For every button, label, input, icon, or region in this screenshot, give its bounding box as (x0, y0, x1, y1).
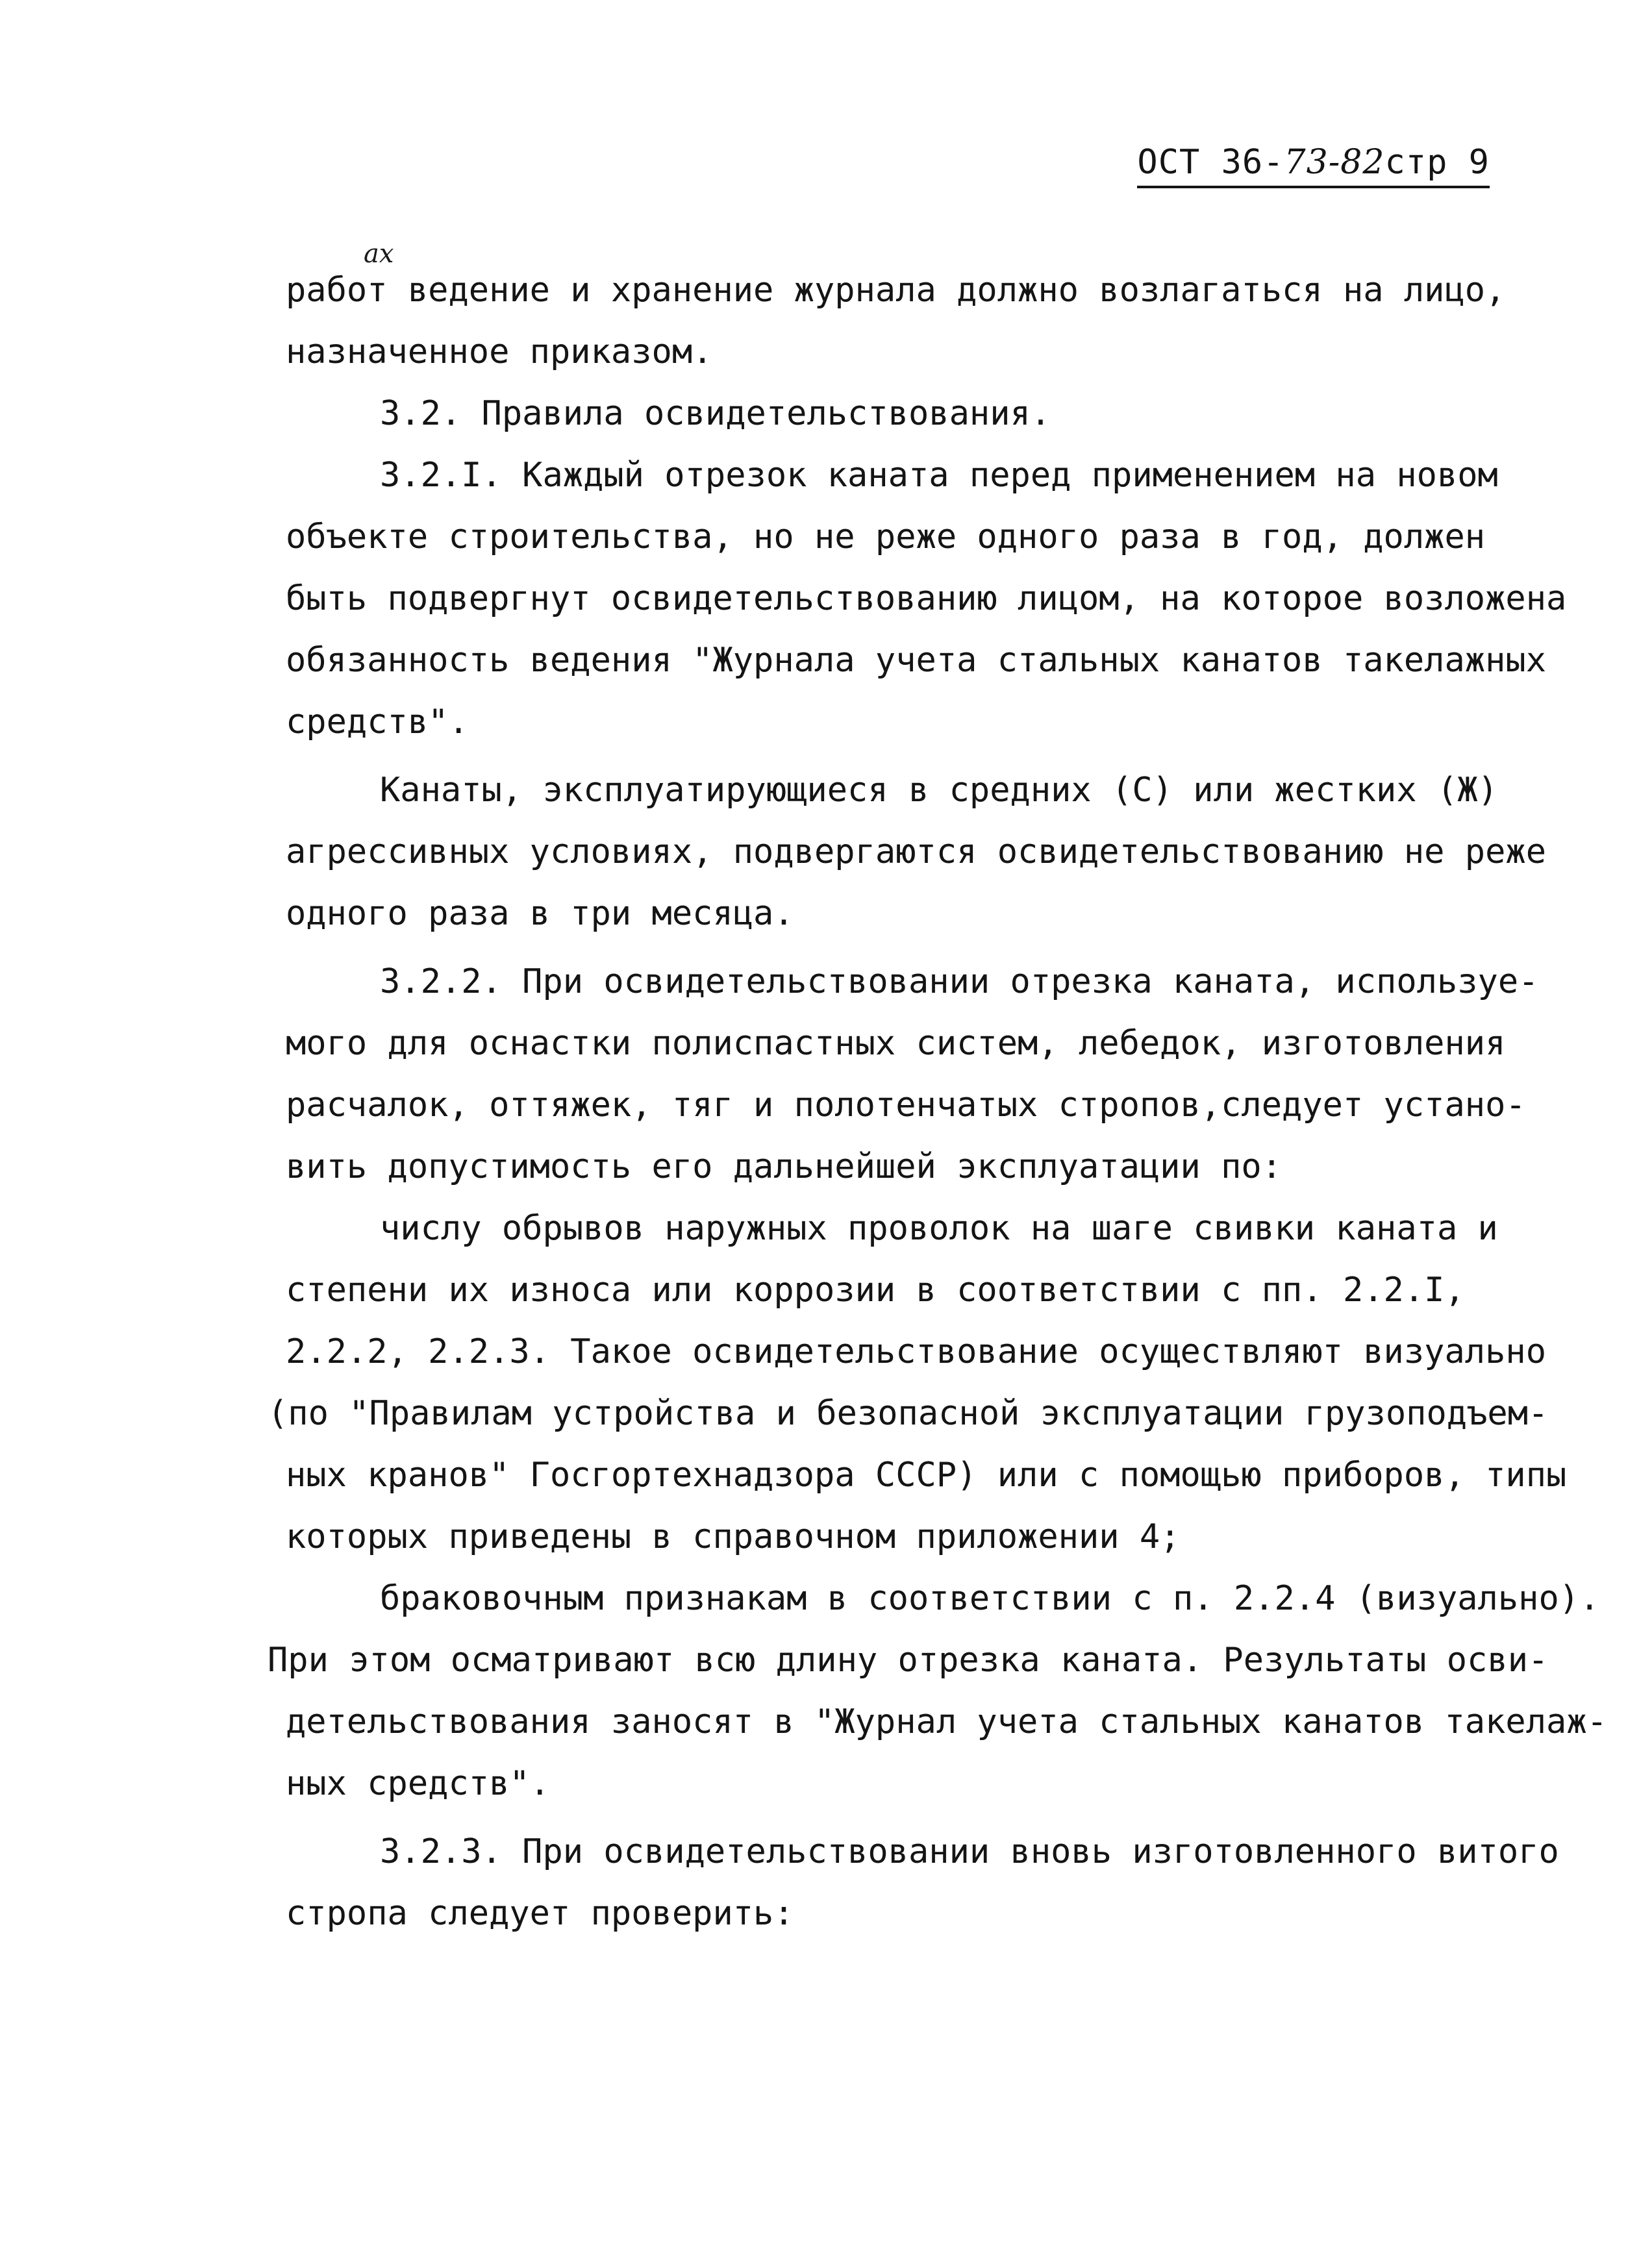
paragraph-start: браковочным признакам в соответствии с п. 2.2.4 (визуально). (380, 1579, 1600, 1618)
text-line: детельствования заносят в "Журнал учета стальных канатов такелаж- (286, 1702, 1607, 1741)
page-header (1137, 143, 1490, 188)
text-line: При этом осматривают всю длину отрезка каната. Результаты осви- (268, 1641, 1549, 1680)
text-line: ных средств". (286, 1764, 550, 1803)
text-line: агрессивных условиях, подвергаются освидетельствованию не реже (286, 832, 1547, 871)
paragraph-start: числу обрывов наружных проволок на шаге свивки каната и (380, 1209, 1498, 1248)
paragraph-start: Канаты, эксплуатирующиеся в средних (С) или жестких (Ж) (380, 771, 1498, 810)
text-line: объекте строительства, но не реже одного раза в год, должен (286, 517, 1486, 556)
text-line: (по "Правилам устройства и безопасной эксплуатации грузоподъем- (268, 1394, 1549, 1433)
section-heading: 3.2. Правила освидетельствования. (380, 394, 1051, 433)
clause-3-2-2: 3.2.2. При освидетельствовании отрезка каната, используе- (380, 962, 1539, 1001)
text-line: работ ведение и хранение журнала должно возлагаться на лицо, (286, 271, 1506, 310)
handwritten-insertion: ах (364, 239, 394, 269)
header-prefix: ОСТ 36- (1137, 143, 1284, 182)
text-line: вить допустимость его дальнейшей эксплуатации по: (286, 1147, 1283, 1186)
text-line: 2.2.2, 2.2.3. Такое освидетельствование осуществляют визуально (286, 1332, 1547, 1371)
text-line: обязанность ведения "Журнала учета стальных канатов такелажных (286, 641, 1547, 680)
text-line: расчалок, оттяжек, тяг и полотенчатых стропов,следует устано- (286, 1086, 1526, 1125)
header-handwritten-number: 73-82 (1284, 143, 1385, 182)
header-page-number: стр 9 (1384, 143, 1490, 182)
text-line: степени их износа или коррозии в соответствии с пп. 2.2.I, (286, 1271, 1465, 1310)
document-body (268, 260, 1607, 1945)
text-line: одного раза в три месяца. (286, 894, 794, 933)
text-line: которых приведены в справочном приложении 4; (286, 1517, 1181, 1556)
clause-3-2-1: 3.2.I. Каждый отрезок каната перед применением на новом (380, 456, 1498, 495)
text-line: назначенное приказом. (286, 332, 713, 371)
text-line: ных кранов" Госгортехнадзора СССР) или с помощью приборов, типы (286, 1456, 1567, 1495)
text-line: быть подвергнут освидетельствованию лицом, на которое возложена (286, 579, 1567, 618)
text-line: мого для оснастки полиспастных систем, лебедок, изготовления (286, 1024, 1506, 1063)
text-line: средств". (286, 703, 469, 741)
clause-3-2-3: 3.2.3. При освидетельствовании вновь изготовленного витого (380, 1832, 1559, 1871)
text-line: стропа следует проверить: (286, 1894, 794, 1933)
